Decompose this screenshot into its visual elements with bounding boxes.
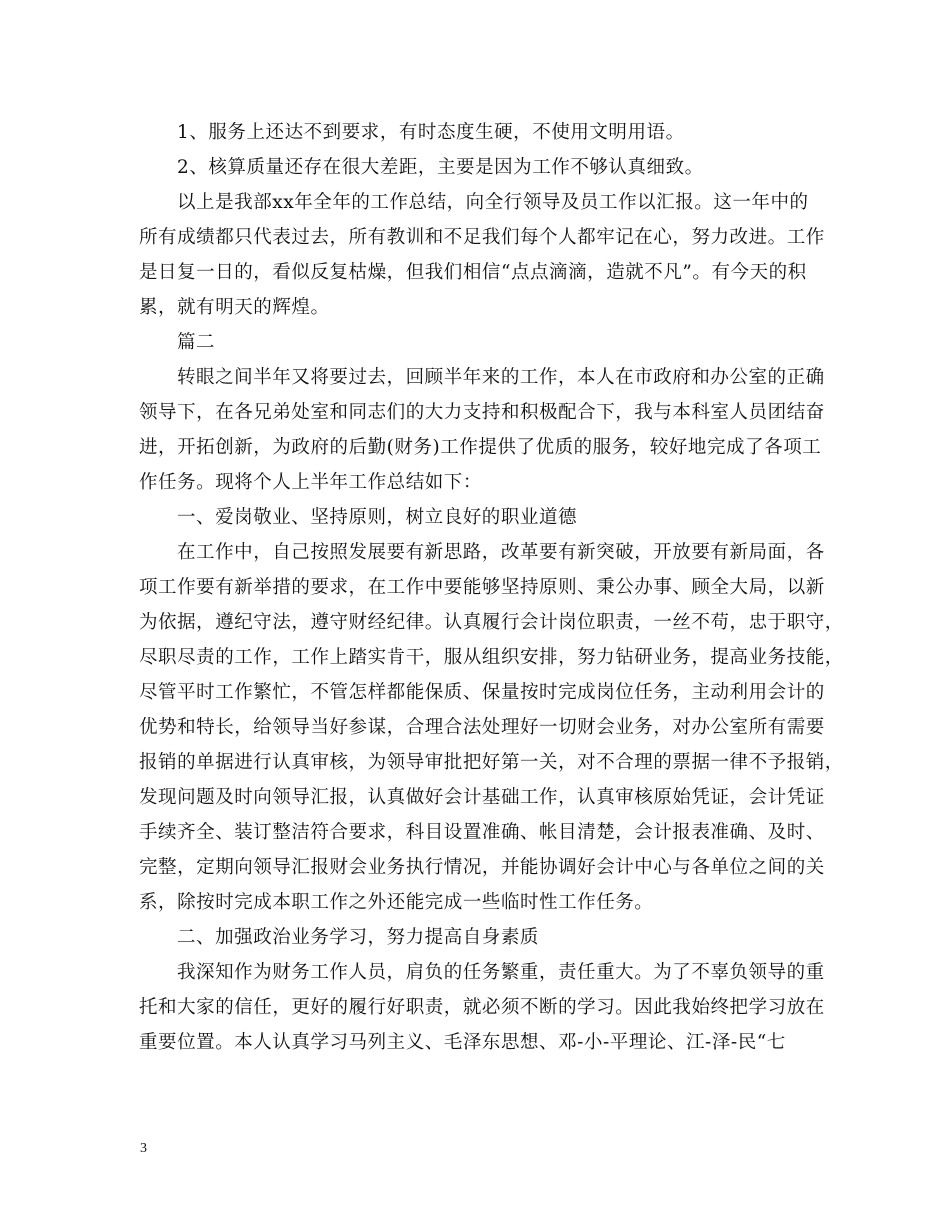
text-line: 尽管平时工作繁忙，不管怎样都能保质、保量按时完成岗位任务，主动利用会计的 (139, 682, 825, 703)
text-line: 所有成绩都只代表过去，所有教训和不足我们每个人都牢记在心，努力改进。工作 (139, 227, 825, 248)
section-heading: 篇二 (177, 332, 216, 353)
text-line: 重要位置。本人认真学习马列主义、毛泽东思想、邓-小-平理论、江-泽-民“七 (139, 1032, 786, 1053)
text-line: 报销的单据进行认真审核，为领导审批把好第一关，对不合理的票据一律不予报销， (139, 752, 844, 773)
text-line: 以上是我部xx年全年的工作总结，向全行领导及员工作以汇报。这一年中的 (177, 192, 809, 213)
text-line: 发现问题及时向领导汇报，认真做好会计基础工作，认真审核原始凭证，会计凭证 (139, 787, 825, 808)
text-line: 1、服务上还达不到要求，有时态度生硬，不使用文明用语。 (177, 122, 685, 143)
text-line: 进，开拓创新，为政府的后勤(财务)工作提供了优质的服务，较好地完成了各项工 (139, 437, 822, 458)
text-line: 项工作要有新举措的要求，在工作中要能够坚持原则、秉公办事、顾全大局，以新 (139, 577, 825, 598)
text-line: 手续齐全、装订整洁符合要求，科目设置准确、帐目清楚，会计报表准确、及时、 (139, 822, 825, 843)
text-line: 在工作中，自己按照发展要有新思路，改革要有新突破，开放要有新局面，各 (177, 542, 825, 563)
section-heading: 一、爱岗敬业、坚持原则，树立良好的职业道德 (177, 507, 578, 528)
text-line: 作任务。现将个人上半年工作总结如下： (139, 472, 482, 493)
text-line: 尽职尽责的工作，工作上踏实肯干，服从组织安排，努力钻研业务，提高业务技能， (139, 647, 844, 668)
text-line: 系，除按时完成本职工作之外还能完成一些临时性工作任务。 (139, 892, 654, 913)
text-line: 转眼之间半年又将要过去，回顾半年来的工作，本人在市政府和办公室的正确 (177, 367, 825, 388)
section-heading: 二、加强政治业务学习，努力提高自身素质 (177, 927, 539, 948)
page-number: 3 (140, 1141, 147, 1156)
text-line: 领导下，在各兄弟处室和同志们的大力支持和积极配合下，我与本科室人员团结奋 (139, 402, 825, 423)
text-line: 托和大家的信任，更好的履行好职责，就必须不断的学习。因此我始终把学习放在 (139, 997, 825, 1018)
text-line: 累，就有明天的辉煌。 (139, 297, 330, 318)
text-line: 完整，定期向领导汇报财会业务执行情况，并能协调好会计中心与各单位之间的关 (139, 857, 825, 878)
text-line: 2、核算质量还存在很大差距，主要是因为工作不够认真细致。 (177, 157, 704, 178)
text-line: 为依据，遵纪守法，遵守财经纪律。认真履行会计岗位职责，一丝不苟，忠于职守， (139, 612, 844, 633)
text-line: 优势和特长，给领导当好参谋，合理合法处理好一切财会业务，对办公室所有需要 (139, 717, 825, 738)
text-line: 我深知作为财务工作人员，肩负的任务繁重，责任重大。为了不辜负领导的重 (177, 962, 825, 983)
text-line: 是日复一日的，看似反复枯燥，但我们相信“点点滴滴，造就不凡”。有今天的积 (139, 262, 807, 283)
